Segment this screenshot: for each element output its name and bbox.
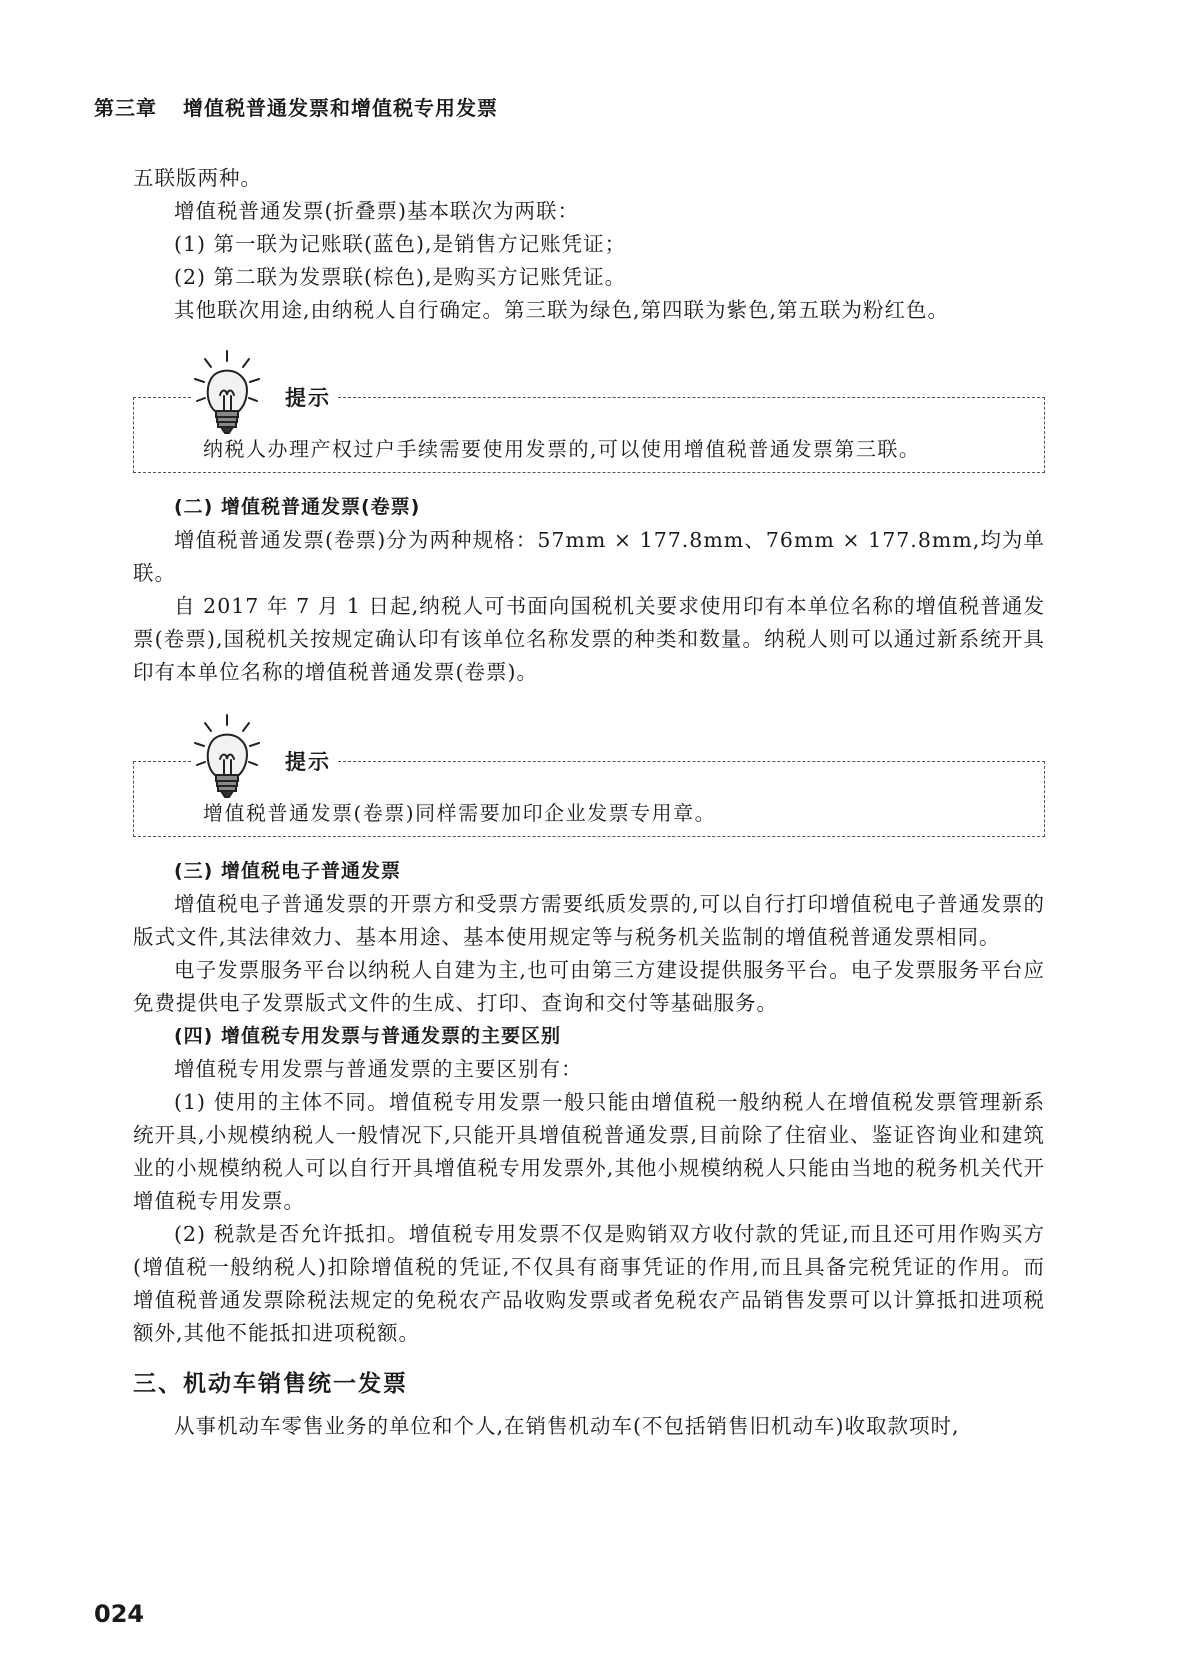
page-body [133,162,1045,1443]
tip-text: 纳税人办理产权过户手续需要使用发票的,可以使用增值税普通发票第三联。 [203,437,921,461]
tip-label: 提示 [285,386,331,410]
lightbulb-icon [191,713,263,803]
tip-box-border [338,397,1045,398]
chapter-section-heading: 三、机动车销售统一发票 [133,1371,408,1397]
paragraph: 电子发票服务平台以纳税人自建为主,也可由第三方建设提供服务平台。电子发票服务平台应免费提供电子发票版式文件的生成、打印、查询和交付等基础服务。 [133,958,1045,1015]
paragraph: 五联版两种。 [133,166,262,190]
tip-box [133,713,1045,837]
tip-box [133,349,1045,473]
page-number: 024 [94,1600,145,1628]
list-item: (1) 使用的主体不同。增值税专用发票一般只能由增值税一般纳税人在增值税发票管理新系统开具,小规模纳税人一般情况下,只能开具增值税普通发票,目前除了住宿业、鉴证咨询业和建筑业的小规模纳税人可以自行开具增值税专用发票外,其他小规模纳税人只能由当地的税务机关代开增值税专用发票。 [133,1090,1045,1213]
section-heading: (二) 增值税普通发票(卷票) [174,496,421,518]
paragraph: 增值税电子普通发票的开票方和受票方需要纸质发票的,可以自行打印增值税电子普通发票的版式文件,其法律效力、基本用途、基本使用规定等与税务机关监制的增值税普通发票相同。 [133,892,1045,949]
paragraph: 增值税普通发票(折叠票)基本联次为两联： [174,199,579,223]
paragraph: 增值税专用发票与普通发票的主要区别有： [174,1057,583,1081]
paragraph: 自 2017 年 7 月 1 日起,纳税人可书面向国税机关要求使用印有本单位名称的增值税普通发票(卷票),国税机关按规定确认印有该单位名称发票的种类和数量。纳税人则可以通过新系统开具印有本单位名称的增值税普通发票(卷票)。 [133,594,1045,684]
tip-box-border [338,761,1045,762]
section-heading: (四) 增值税专用发票与普通发票的主要区别 [174,1025,561,1047]
list-item: (2) 税款是否允许抵扣。增值税专用发票不仅是购销双方收付款的凭证,而且还可用作购买方(增值税一般纳税人)扣除增值税的凭证,不仅具有商事凭证的作用,而且具备完税凭证的作用。而增值税普通发票除税法规定的免税农产品收购发票或者免税农产品销售发票可以计算抵扣进项税额外,其他不能抵扣进项税额。 [133,1222,1045,1345]
tip-label: 提示 [285,750,331,774]
lightbulb-icon [191,349,263,439]
list-item: (1) 第一联为记账联(蓝色),是销售方记账凭证； [174,232,627,256]
paragraph: 从事机动车零售业务的单位和个人,在销售机动车(不包括销售旧机动车)收取款项时, [174,1414,960,1438]
running-header [94,92,498,121]
list-item: (2) 第二联为发票联(棕色),是购买方记账凭证。 [174,265,627,289]
tip-box-border [133,761,191,762]
chapter-title: 增值税普通发票和增值税专用发票 [183,96,498,120]
tip-text: 增值税普通发票(卷票)同样需要加印企业发票专用章。 [203,801,717,825]
paragraph: 其他联次用途,由纳税人自行确定。第三联为绿色,第四联为紫色,第五联为粉红色。 [174,298,950,322]
tip-box-border [133,397,191,398]
paragraph: 增值税普通发票(卷票)分为两种规格：57mm × 177.8mm、76mm × 177.8mm,均为单联。 [133,528,1045,585]
chapter-number: 第三章 [94,96,157,120]
section-heading: (三) 增值税电子普通发票 [174,860,401,882]
